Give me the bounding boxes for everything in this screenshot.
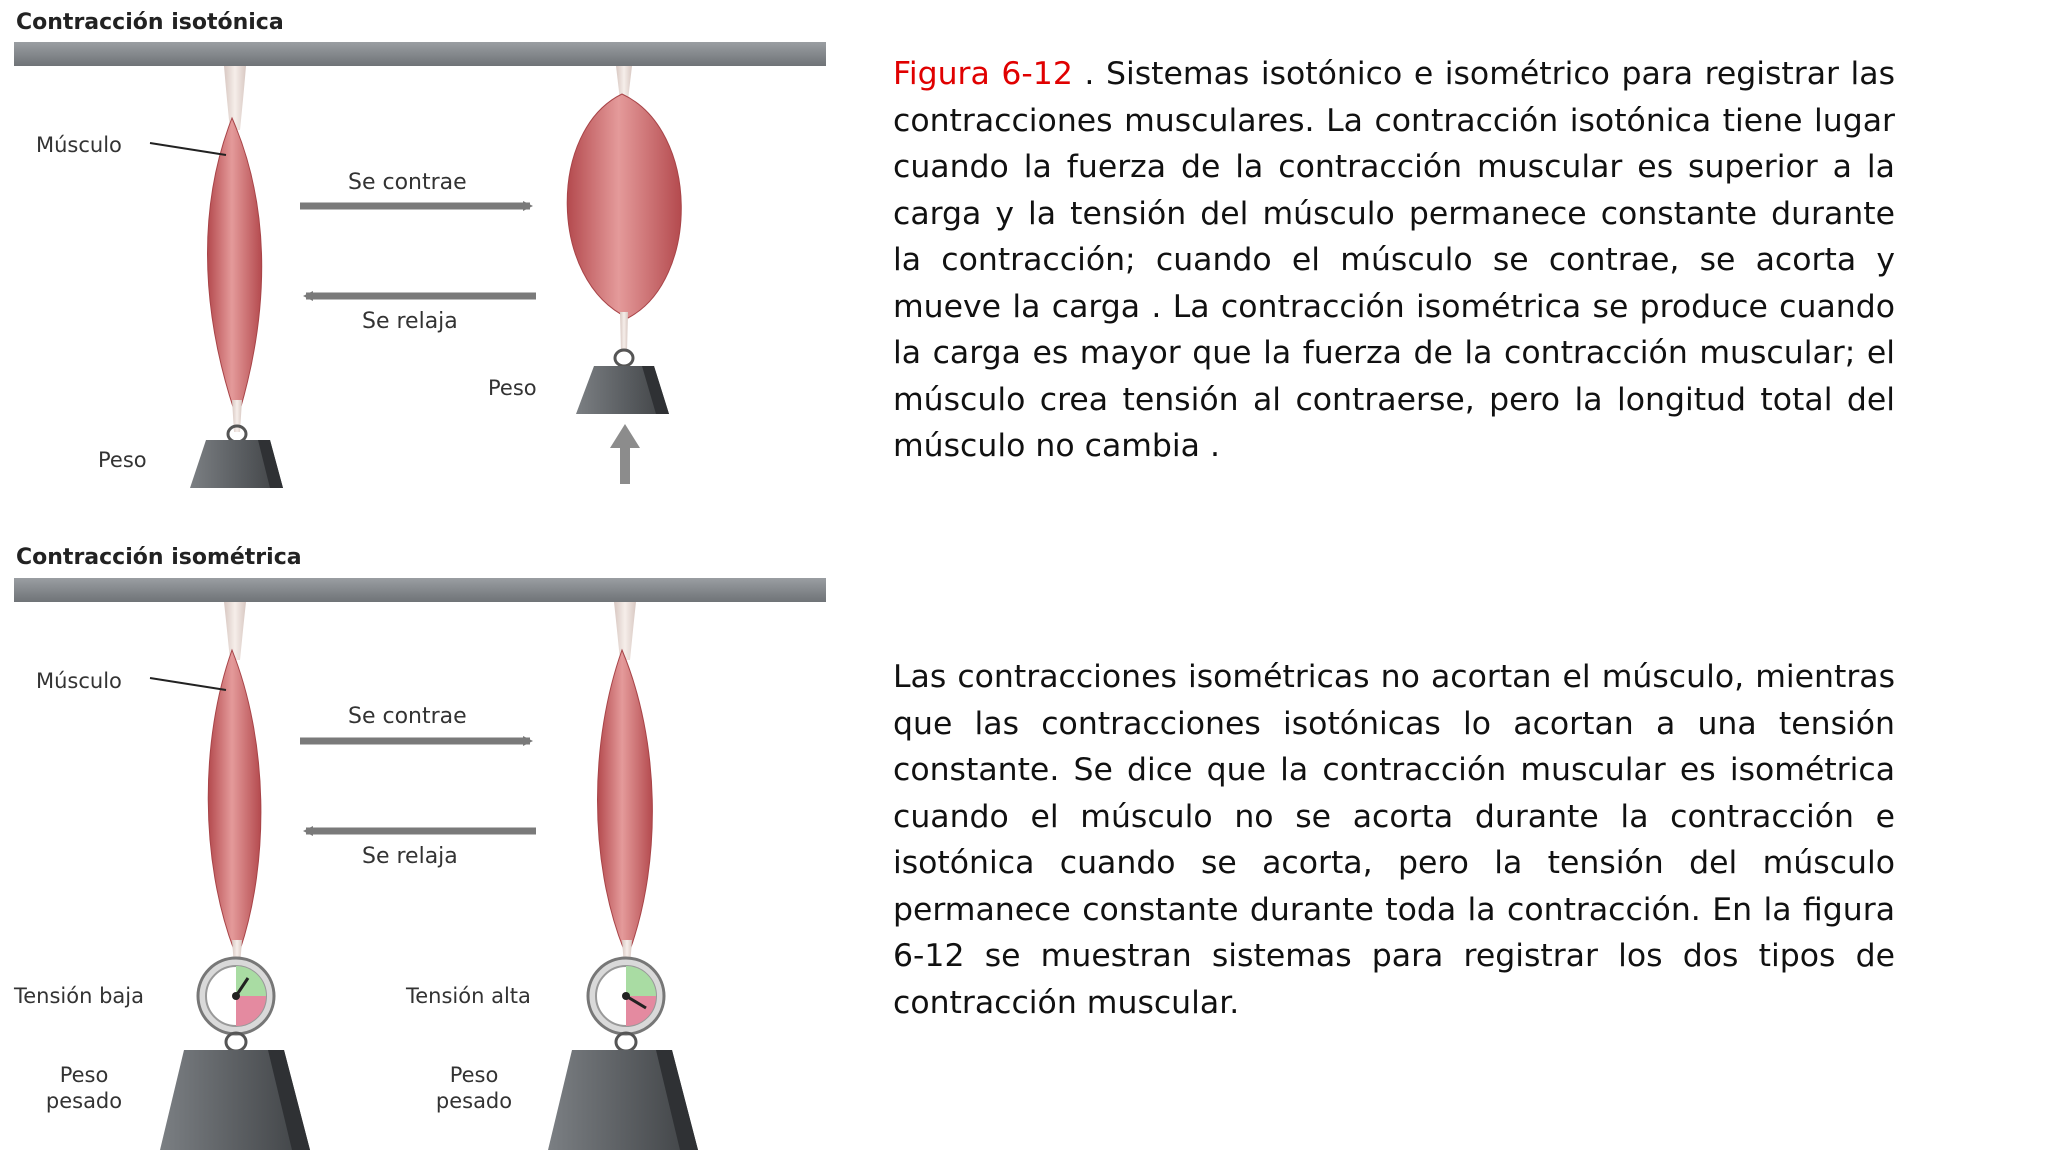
- isometric-right-muscle: [598, 602, 653, 966]
- isotonic-support-bar: [14, 42, 826, 66]
- heavy-weight-left-line1: Peso: [59, 1063, 109, 1087]
- isotonic-muscle-label: Músculo: [36, 133, 122, 157]
- isotonic-contract-label: Se contrae: [348, 170, 467, 195]
- isometric-right-heavy-weight: [548, 1033, 698, 1150]
- isotonic-muscle-leader: [150, 143, 226, 155]
- heavy-weight-left-line2: pesado: [45, 1089, 123, 1113]
- isotonic-left-weight: [190, 440, 283, 488]
- heavy-weight-right-line2: pesado: [435, 1089, 513, 1113]
- isotonic-relax-label: Se relaja: [362, 309, 458, 334]
- isometric-muscle-leader: [150, 678, 226, 690]
- figure-caption-paragraph: [893, 51, 1895, 470]
- isometric-relax-label: Se relaja: [362, 844, 458, 869]
- isometric-support-bar: [14, 578, 826, 602]
- isometric-muscle-label: Músculo: [36, 669, 122, 693]
- high-tension-gauge: [588, 958, 664, 1034]
- high-tension-label: Tensión alta: [406, 984, 531, 1008]
- isotonic-right-muscle: [567, 66, 681, 366]
- isotonic-support-arrow: [610, 424, 640, 484]
- isometric-title: Contracción isométrica: [16, 545, 302, 570]
- isometric-panel: [13, 545, 826, 1150]
- low-tension-label: Tensión baja: [14, 984, 144, 1008]
- isotonic-panel: [14, 10, 826, 488]
- isotonic-right-weight: [576, 366, 669, 414]
- isometric-left-muscle: [208, 602, 261, 966]
- isotonic-weight-right-label: Peso: [488, 376, 537, 400]
- isometric-contract-label: Se contrae: [348, 704, 467, 729]
- low-tension-gauge: [198, 958, 274, 1034]
- heavy-weight-right-line1: Peso: [449, 1063, 499, 1087]
- isotonic-title: Contracción isotónica: [16, 10, 284, 35]
- isotonic-weight-left-label: Peso: [98, 448, 147, 472]
- caption-text: . Sistemas isotónico e isométrico para registrar las contracciones musculares. La contracción isotónica tiene lugar cuando la fuerza de la contracción muscular es superior a la carga y la tensión del músculo permanece constante durante la contracción; cuando el músculo se contrae, se acorta y mueve la carga . La contracción isométrica se produce cuando la carga es mayor que la fuerza de la contracción muscular; el músculo crea tensión al contraerse, pero la longitud total del músculo no cambia .: [893, 56, 1895, 464]
- isotonic-left-muscle: [208, 66, 262, 442]
- explanation-paragraph: Las contracciones isométricas no acortan el músculo, mientras que las contracciones isotónicas lo acortan a una tensión constante. Se dice que la contracción muscular es isométrica cuando el músculo no se acorta durante la contracción e isotónica cuando se acorta, pero la tensión del músculo permanece constante durante toda la contracción. En la figura 6-12 se muestran sistemas para registrar los dos tipos de contracción muscular.: [893, 659, 1895, 1021]
- figure-reference: Figura 6-12: [893, 56, 1073, 92]
- isometric-left-heavy-weight: [160, 1033, 310, 1150]
- muscle-contraction-figure: [0, 0, 830, 1152]
